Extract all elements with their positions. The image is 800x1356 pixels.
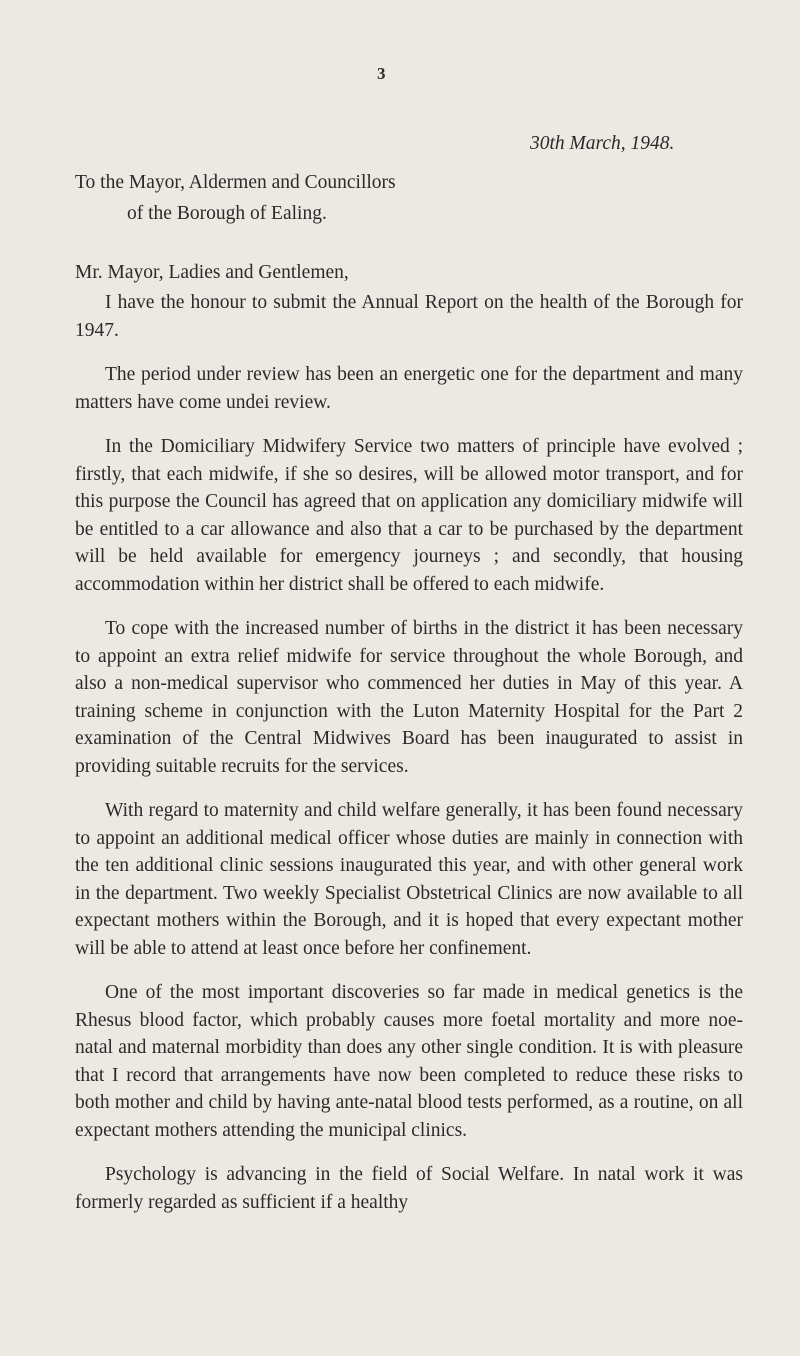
paragraph: In the Domiciliary Midwifery Service two matters of principle have evolved ; firstly, that each midwife, if she so desires, will be allowed motor transport, and for this purpose the Council has agreed that on application any domiciliary midwife will be entitled to a car allowance and also that a car to be purchased by the department will be held available for emergency journeys ; and secondly, that housing accommodation within her district shall be offered to each midwife. (75, 436, 743, 595)
paragraph: The period under review has been an energetic one for the department and many matters have come undei review. (75, 364, 743, 413)
paragraph: To cope with the increased number of births in the district it has been necessary to appoint an extra relief midwife for service throughout the whole Borough, and also a non-medical supervisor who commenced her duties in May of this year. A training scheme in conjunction with the Luton Maternity Hospital for the Part 2 examination of the Central Midwives Board has been inaugurated to assist in providing suitable recruits for the services. (75, 618, 743, 777)
paragraph: Psychology is advancing in the field of Social Welfare. In natal work it was formerly regarded as sufficient if a healthy (75, 1164, 743, 1213)
salutation: Mr. Mayor, Ladies and Gentlemen, (75, 262, 349, 283)
addressee-line-2: of the Borough of Ealing. (127, 203, 327, 224)
paragraph: One of the most important discoveries so far made in medical genetics is the Rhesus blood factor, which probably causes more foetal mortality and more noe-natal and maternal morbidity than does any other single condition. It is with pleasure that I record that arrangements have now been completed to reduce these risks to both mother and child by having ante-natal blood tests performed, as a routine, on all expectant mothers attending the municipal clinics. (75, 982, 743, 1141)
letter-body (75, 289, 743, 1233)
addressee-block (75, 167, 396, 229)
page-number: 3 (377, 64, 386, 83)
paragraph: I have the honour to submit the Annual Report on the health of the Borough for 1947. (75, 292, 743, 341)
paragraph: With regard to maternity and child welfare generally, it has been found necessary to appoint an additional medical officer whose duties are mainly in connection with the ten additional clinic sessions inaugurated this year, and with other general work in the department. Two weekly Specialist Obstetrical Clinics are now available to all expectant mothers within the Borough, and it is hoped that every expectant mother will be able to attend at least once before her confinement. (75, 800, 743, 959)
addressee-line-1: To the Mayor, Aldermen and Councillors (75, 172, 396, 193)
letter-date: 30th March, 1948. (530, 133, 675, 154)
